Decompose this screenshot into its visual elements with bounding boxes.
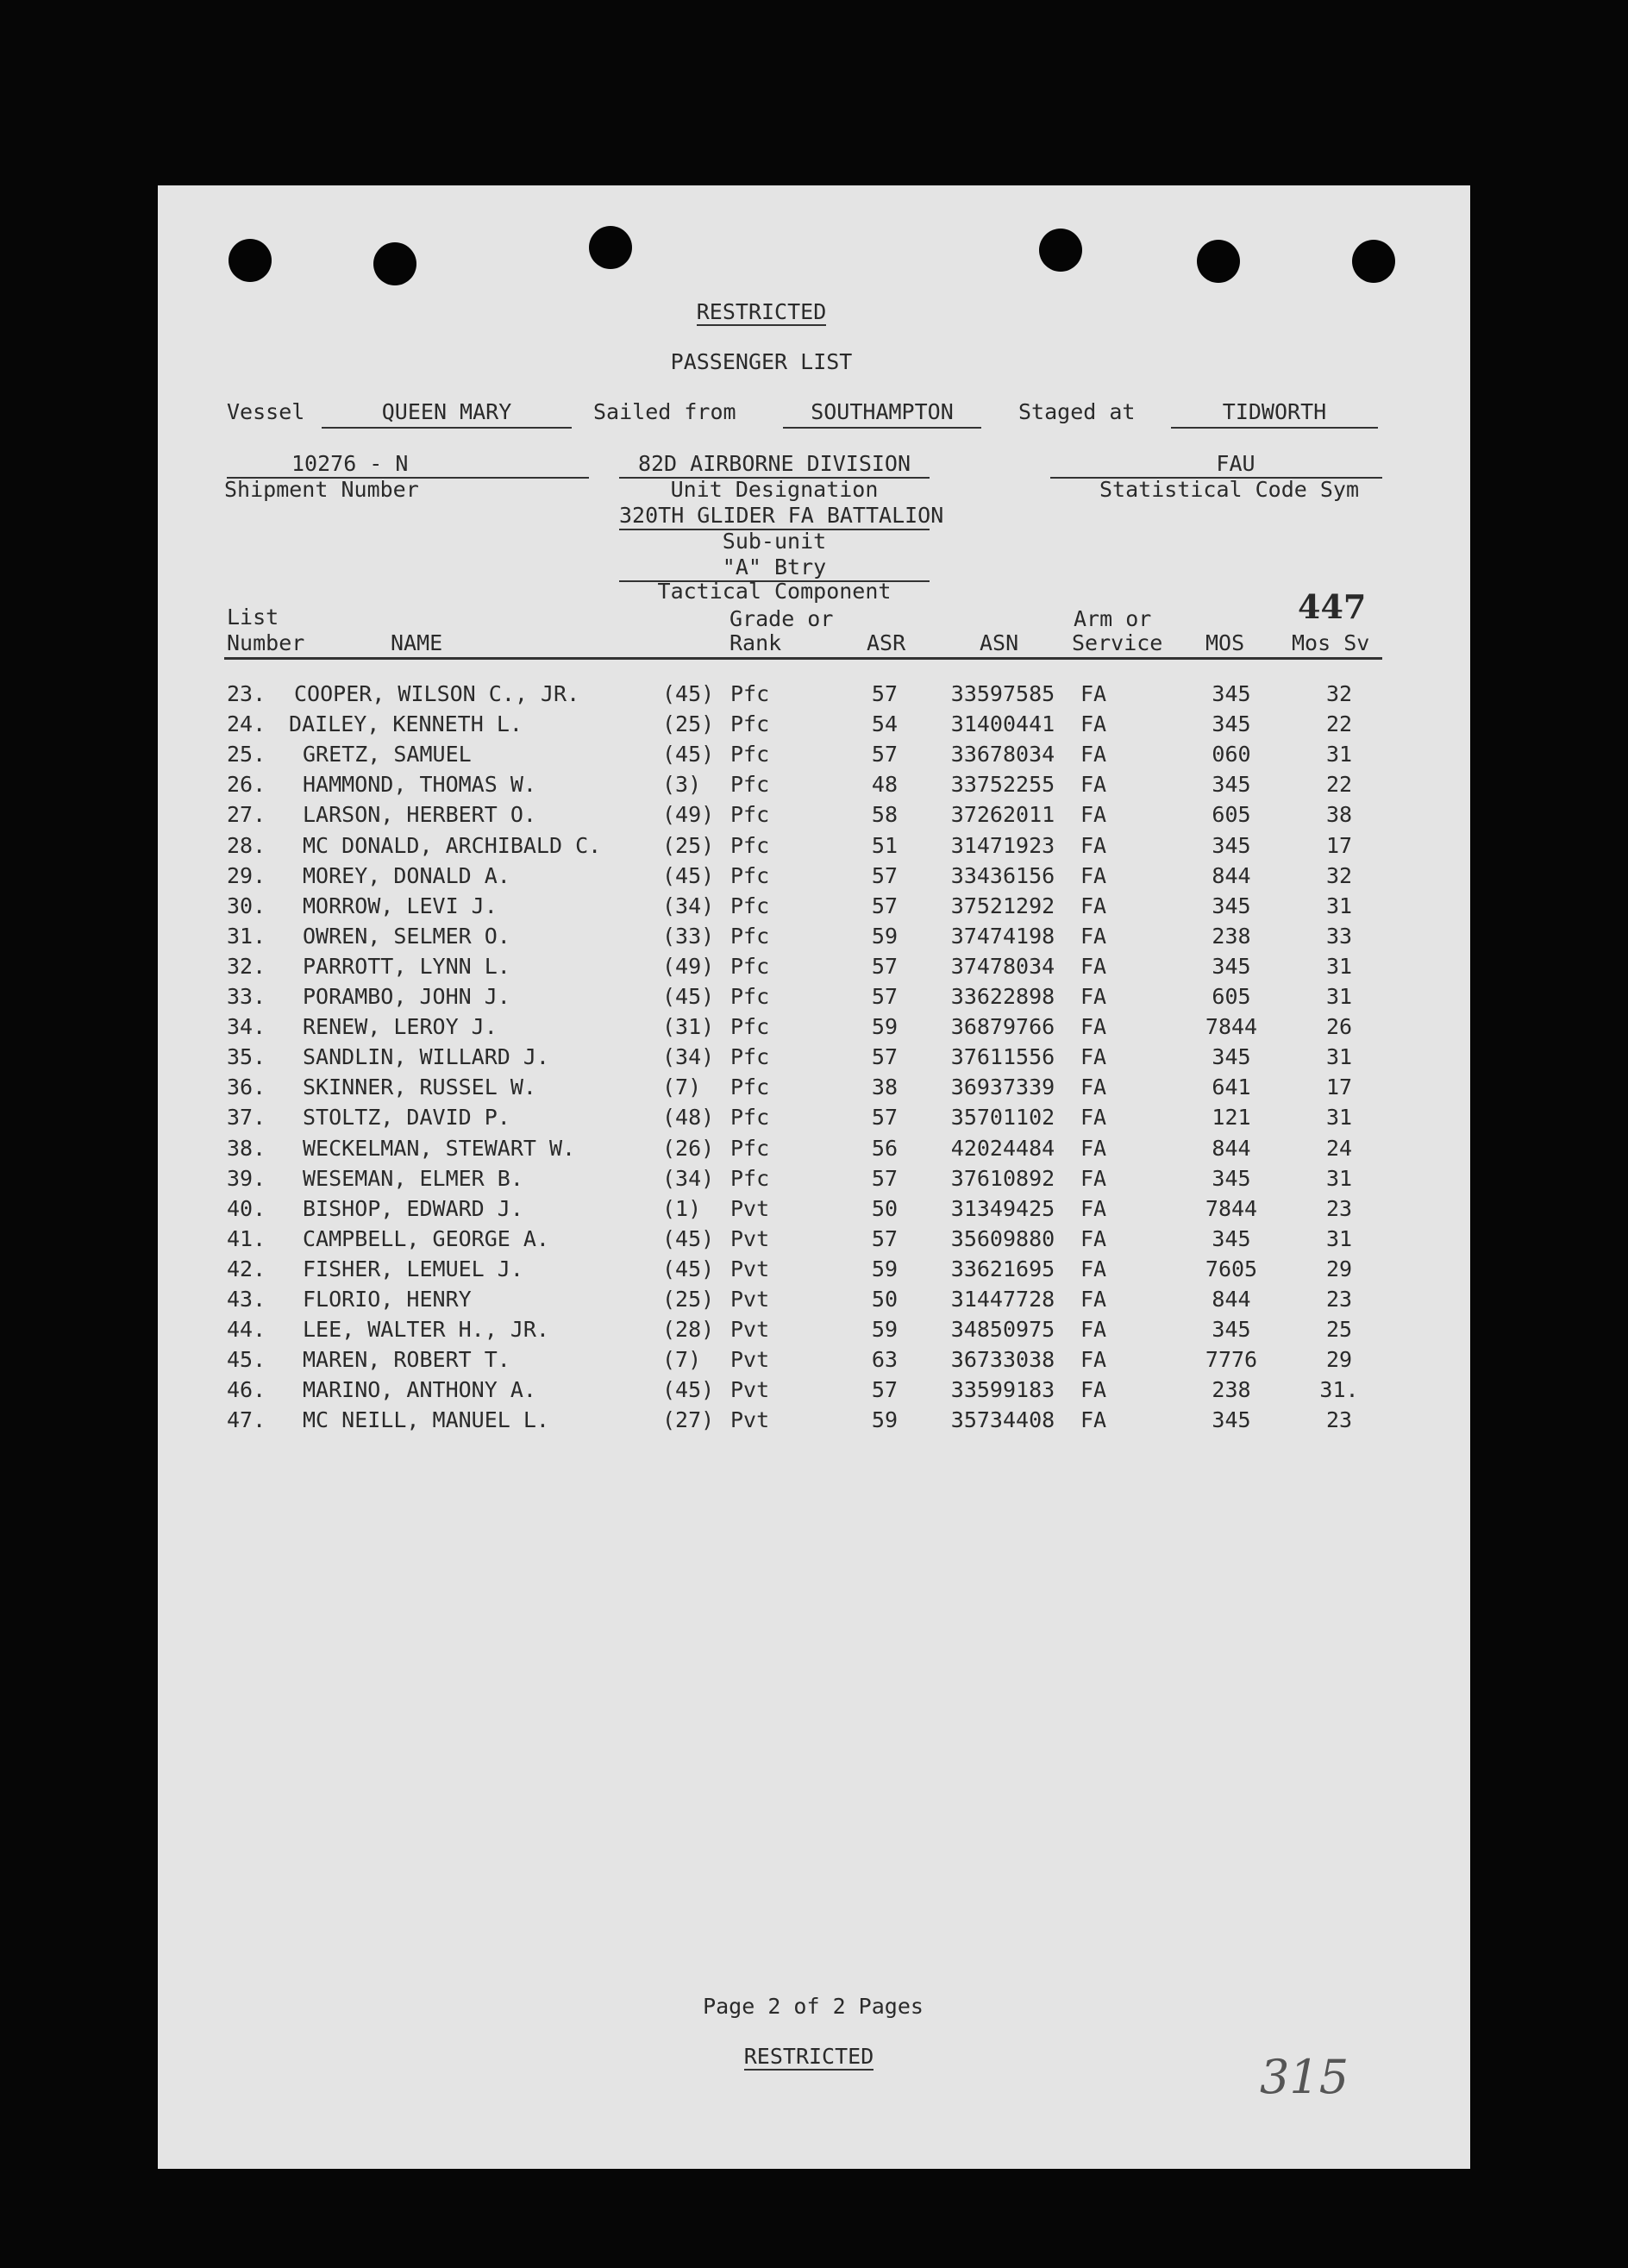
sailed-from-value: SOUTHAMPTON — [811, 399, 954, 424]
grade: Pfc — [730, 772, 770, 798]
punch-hole — [229, 239, 272, 282]
mos-sv: 32 — [1325, 862, 1353, 888]
asn: 36879766 — [950, 1014, 1055, 1040]
asr: 57 — [871, 862, 898, 888]
code: (49) — [662, 802, 715, 828]
arm-service: FA — [1080, 1165, 1107, 1191]
document-title: PASSENGER LIST — [670, 349, 853, 374]
code: (25) — [662, 1287, 715, 1312]
row-number: 29. — [227, 862, 266, 888]
grade: Pfc — [730, 1014, 770, 1040]
asn: 42024484 — [950, 1135, 1055, 1161]
asn: 36937339 — [950, 1074, 1055, 1100]
mos: 605 — [1212, 984, 1251, 1009]
row-number: 25. — [227, 742, 266, 767]
passenger-name: BISHOP, EDWARD J. — [303, 1195, 523, 1221]
passenger-name: STOLTZ, DAVID P. — [303, 1105, 510, 1131]
vessel-label: Vessel — [227, 399, 305, 424]
asr: 50 — [871, 1195, 898, 1221]
asn: 34850975 — [950, 1317, 1055, 1343]
passenger-name: LEE, WALTER H., JR. — [303, 1317, 549, 1343]
asr: 57 — [871, 742, 898, 767]
passenger-name: PARROTT, LYNN L. — [303, 953, 510, 979]
mos: 641 — [1212, 1074, 1251, 1100]
mos: 238 — [1212, 923, 1251, 949]
col-asr: ASR — [867, 630, 906, 655]
grade: Pfc — [730, 1044, 770, 1070]
col-list: List — [227, 605, 279, 630]
arm-service: FA — [1080, 681, 1107, 706]
handwritten-total: 447 — [1298, 587, 1367, 626]
mos: 7844 — [1205, 1014, 1258, 1040]
passenger-name: SKINNER, RUSSEL W. — [303, 1074, 536, 1100]
col-grade: Grade or — [729, 606, 834, 631]
grade: Pvt — [730, 1407, 770, 1433]
asr: 57 — [871, 1225, 898, 1251]
asr: 57 — [871, 1044, 898, 1070]
code: (45) — [662, 984, 715, 1009]
unit-designation: 82D AIRBORNE DIVISION — [637, 451, 911, 476]
code: (3) — [662, 772, 702, 798]
passenger-name: CAMPBELL, GEORGE A. — [303, 1225, 549, 1251]
row-number: 31. — [227, 923, 266, 949]
grade: Pfc — [730, 742, 770, 767]
asn: 33622898 — [950, 984, 1055, 1009]
code: (48) — [662, 1105, 715, 1131]
col-service: Service — [1072, 630, 1163, 655]
passenger-name: OWREN, SELMER O. — [303, 923, 510, 949]
asr: 54 — [871, 711, 898, 737]
passenger-name: FISHER, LEMUEL J. — [303, 1256, 523, 1281]
arm-service: FA — [1080, 923, 1107, 949]
mos: 345 — [1212, 1407, 1251, 1433]
code: (25) — [662, 711, 715, 737]
unit-designation-label: Unit Designation — [670, 477, 879, 502]
punch-hole — [1352, 240, 1395, 283]
classification-top: RESTRICTED — [696, 299, 827, 324]
mos-sv: 31 — [1325, 1105, 1353, 1131]
staged-at-label: Staged at — [1018, 399, 1136, 424]
arm-service: FA — [1080, 802, 1107, 828]
document-sheet — [158, 185, 1470, 2169]
asr: 63 — [871, 1347, 898, 1373]
mos-sv: 32 — [1325, 681, 1353, 706]
row-number: 32. — [227, 953, 266, 979]
table-row — [158, 949, 1470, 984]
asn: 35734408 — [950, 1407, 1055, 1433]
handwritten-page-number: 315 — [1260, 2050, 1349, 2104]
table-row — [158, 1222, 1470, 1256]
mos: 060 — [1212, 742, 1251, 767]
asn: 31471923 — [950, 832, 1055, 858]
grade: Pfc — [730, 862, 770, 888]
statistical-code-label: Statistical Code Sym — [1099, 477, 1360, 502]
table-row — [158, 1040, 1470, 1074]
row-number: 45. — [227, 1347, 266, 1373]
arm-service: FA — [1080, 711, 1107, 737]
mos-sv: 31 — [1325, 1165, 1353, 1191]
row-number: 39. — [227, 1165, 266, 1191]
asr: 57 — [871, 681, 898, 706]
asn: 33599183 — [950, 1377, 1055, 1403]
grade: Pfc — [730, 802, 770, 828]
grade: Pvt — [730, 1287, 770, 1312]
mos-sv: 22 — [1325, 711, 1353, 737]
asr: 59 — [871, 1256, 898, 1281]
mos-sv: 17 — [1325, 1074, 1353, 1100]
passenger-name: WESEMAN, ELMER B. — [303, 1165, 523, 1191]
mos: 844 — [1212, 1287, 1251, 1312]
classification-bottom: RESTRICTED — [743, 2044, 874, 2069]
col-mos-sv: Mos Sv — [1292, 630, 1370, 655]
grade: Pvt — [730, 1377, 770, 1403]
table-row — [158, 1252, 1470, 1287]
table-row — [158, 1070, 1470, 1105]
passenger-name: FLORIO, HENRY — [303, 1287, 472, 1312]
row-number: 40. — [227, 1195, 266, 1221]
arm-service: FA — [1080, 893, 1107, 918]
table-row — [158, 707, 1470, 742]
mos: 345 — [1212, 772, 1251, 798]
mos-sv: 25 — [1325, 1317, 1353, 1343]
passenger-name: PORAMBO, JOHN J. — [303, 984, 510, 1009]
asr: 48 — [871, 772, 898, 798]
mos: 345 — [1212, 711, 1251, 737]
passenger-name: DAILEY, KENNETH L. — [289, 711, 523, 737]
mos-sv: 33 — [1325, 923, 1353, 949]
grade: Pvt — [730, 1256, 770, 1281]
table-row — [158, 1403, 1470, 1438]
asn: 35701102 — [950, 1105, 1055, 1131]
arm-service: FA — [1080, 1195, 1107, 1221]
grade: Pfc — [730, 1105, 770, 1131]
code: (45) — [662, 742, 715, 767]
mos: 345 — [1212, 1044, 1251, 1070]
mos-sv: 23 — [1325, 1407, 1353, 1433]
asr: 57 — [871, 953, 898, 979]
table-row — [158, 1100, 1470, 1135]
asn: 35609880 — [950, 1225, 1055, 1251]
row-number: 47. — [227, 1407, 266, 1433]
arm-service: FA — [1080, 1317, 1107, 1343]
col-asn: ASN — [980, 630, 1019, 655]
asn: 37610892 — [950, 1165, 1055, 1191]
mos-sv: 29 — [1325, 1347, 1353, 1373]
sub-unit: 320TH GLIDER FA BATTALION — [619, 503, 944, 528]
asn: 31349425 — [950, 1195, 1055, 1221]
mos-sv: 31 — [1325, 984, 1353, 1009]
grade: Pvt — [730, 1225, 770, 1251]
row-number: 30. — [227, 893, 266, 918]
shipment-number-label: Shipment Number — [224, 477, 419, 502]
mos: 7776 — [1205, 1347, 1258, 1373]
table-row — [158, 1131, 1470, 1166]
arm-service: FA — [1080, 1347, 1107, 1373]
passenger-name: HAMMOND, THOMAS W. — [303, 772, 536, 798]
grade: Pfc — [730, 923, 770, 949]
mos-sv: 23 — [1325, 1195, 1353, 1221]
mos: 121 — [1212, 1105, 1251, 1131]
row-number: 35. — [227, 1044, 266, 1070]
table-row — [158, 889, 1470, 924]
asn: 31400441 — [950, 711, 1055, 737]
asn: 33436156 — [950, 862, 1055, 888]
page-number: Page 2 of 2 Pages — [703, 1994, 924, 2019]
grade: Pvt — [730, 1195, 770, 1221]
code: (33) — [662, 923, 715, 949]
grade: Pfc — [730, 1165, 770, 1191]
col-rank: Rank — [729, 630, 782, 655]
grade: Pfc — [730, 681, 770, 706]
arm-service: FA — [1080, 1287, 1107, 1312]
asr: 57 — [871, 1377, 898, 1403]
mos: 605 — [1212, 802, 1251, 828]
table-row — [158, 677, 1470, 711]
mos: 345 — [1212, 681, 1251, 706]
staged-at-value: TIDWORTH — [1222, 399, 1327, 424]
mos: 345 — [1212, 1225, 1251, 1251]
code: (45) — [662, 1256, 715, 1281]
arm-service: FA — [1080, 772, 1107, 798]
arm-service: FA — [1080, 1256, 1107, 1281]
row-number: 46. — [227, 1377, 266, 1403]
arm-service: FA — [1080, 832, 1107, 858]
row-number: 44. — [227, 1317, 266, 1343]
grade: Pfc — [730, 893, 770, 918]
mos-sv: 24 — [1325, 1135, 1353, 1161]
mos: 7844 — [1205, 1195, 1258, 1221]
passenger-name: MC DONALD, ARCHIBALD C. — [303, 832, 602, 858]
asr: 59 — [871, 1407, 898, 1433]
col-mos: MOS — [1205, 630, 1245, 655]
row-number: 42. — [227, 1256, 266, 1281]
statistical-code: FAU — [1216, 451, 1255, 476]
arm-service: FA — [1080, 1225, 1107, 1251]
sailed-from-label: Sailed from — [593, 399, 736, 424]
code: (34) — [662, 1165, 715, 1191]
passenger-name: MORROW, LEVI J. — [303, 893, 498, 918]
passenger-name: MARINO, ANTHONY A. — [303, 1377, 536, 1403]
asn: 37478034 — [950, 953, 1055, 979]
row-number: 24. — [227, 711, 266, 737]
passenger-name: MOREY, DONALD A. — [303, 862, 510, 888]
code: (28) — [662, 1317, 715, 1343]
mos-sv: 17 — [1325, 832, 1353, 858]
table-row — [158, 1282, 1470, 1317]
mos-sv: 31 — [1325, 742, 1353, 767]
code: (49) — [662, 953, 715, 979]
grade: Pvt — [730, 1347, 770, 1373]
mos-sv: 23 — [1325, 1287, 1353, 1312]
asr: 56 — [871, 1135, 898, 1161]
code: (27) — [662, 1407, 715, 1433]
mos-sv: 22 — [1325, 772, 1353, 798]
passenger-name: MAREN, ROBERT T. — [303, 1347, 510, 1373]
table-row — [158, 1010, 1470, 1044]
asn: 37521292 — [950, 893, 1055, 918]
arm-service: FA — [1080, 1044, 1107, 1070]
row-number: 34. — [227, 1014, 266, 1040]
asr: 57 — [871, 893, 898, 918]
passenger-name: WECKELMAN, STEWART W. — [303, 1135, 576, 1161]
mos: 844 — [1212, 862, 1251, 888]
table-row — [158, 767, 1470, 802]
passenger-name: MC NEILL, MANUEL L. — [303, 1407, 549, 1433]
mos: 345 — [1212, 1317, 1251, 1343]
code: (45) — [662, 1377, 715, 1403]
table-row — [158, 1373, 1470, 1407]
asn: 37611556 — [950, 1044, 1055, 1070]
row-number: 23. — [227, 681, 266, 706]
arm-service: FA — [1080, 1014, 1107, 1040]
asr: 59 — [871, 1014, 898, 1040]
arm-service: FA — [1080, 1074, 1107, 1100]
grade: Pfc — [730, 832, 770, 858]
tactical-component: "A" Btry — [722, 554, 827, 580]
code: (31) — [662, 1014, 715, 1040]
col-number: Number — [227, 630, 305, 655]
row-number: 33. — [227, 984, 266, 1009]
col-name: NAME — [391, 630, 443, 655]
passenger-name: COOPER, WILSON C., JR. — [294, 681, 580, 706]
arm-service: FA — [1080, 953, 1107, 979]
table-row — [158, 737, 1470, 772]
table-row — [158, 859, 1470, 893]
mos-sv: 38 — [1325, 802, 1353, 828]
tactical-component-label: Tactical Component — [657, 579, 892, 604]
shipment-number: 10276 - N — [291, 451, 409, 476]
punch-hole — [1039, 229, 1082, 272]
col-arm: Arm or — [1074, 606, 1152, 631]
passenger-name: LARSON, HERBERT O. — [303, 802, 536, 828]
code: (45) — [662, 681, 715, 706]
table-row — [158, 1343, 1470, 1377]
mos-sv: 29 — [1325, 1256, 1353, 1281]
table-row — [158, 980, 1470, 1014]
table-row — [158, 1313, 1470, 1347]
mos: 345 — [1212, 1165, 1251, 1191]
mos: 7605 — [1205, 1256, 1258, 1281]
punch-hole — [1197, 240, 1240, 283]
mos-sv: 31. — [1319, 1377, 1359, 1403]
row-number: 41. — [227, 1225, 266, 1251]
code: (45) — [662, 862, 715, 888]
code: (34) — [662, 893, 715, 918]
asn: 33621695 — [950, 1256, 1055, 1281]
table-row — [158, 1192, 1470, 1226]
mos-sv: 31 — [1325, 1044, 1353, 1070]
sub-unit-label: Sub-unit — [722, 529, 827, 554]
asn: 37474198 — [950, 923, 1055, 949]
arm-service: FA — [1080, 1407, 1107, 1433]
code: (7) — [662, 1347, 702, 1373]
mos: 844 — [1212, 1135, 1251, 1161]
asr: 51 — [871, 832, 898, 858]
table-row — [158, 1162, 1470, 1196]
arm-service: FA — [1080, 1135, 1107, 1161]
asr: 38 — [871, 1074, 898, 1100]
passenger-name: RENEW, LEROY J. — [303, 1014, 498, 1040]
mos-sv: 26 — [1325, 1014, 1353, 1040]
code: (1) — [662, 1195, 702, 1221]
code: (7) — [662, 1074, 702, 1100]
asn: 33752255 — [950, 772, 1055, 798]
asr: 57 — [871, 1105, 898, 1131]
asr: 57 — [871, 1165, 898, 1191]
mos: 345 — [1212, 832, 1251, 858]
code: (25) — [662, 832, 715, 858]
grade: Pfc — [730, 1135, 770, 1161]
mos: 238 — [1212, 1377, 1251, 1403]
row-number: 37. — [227, 1105, 266, 1131]
code: (45) — [662, 1225, 715, 1251]
arm-service: FA — [1080, 862, 1107, 888]
asr: 58 — [871, 802, 898, 828]
arm-service: FA — [1080, 1105, 1107, 1131]
asr: 50 — [871, 1287, 898, 1312]
code: (26) — [662, 1135, 715, 1161]
asn: 37262011 — [950, 802, 1055, 828]
grade: Pfc — [730, 984, 770, 1009]
asr: 57 — [871, 984, 898, 1009]
vessel-name: QUEEN MARY — [381, 399, 512, 424]
arm-service: FA — [1080, 742, 1107, 767]
mos-sv: 31 — [1325, 893, 1353, 918]
asn: 33678034 — [950, 742, 1055, 767]
asr: 59 — [871, 923, 898, 949]
grade: Pfc — [730, 1074, 770, 1100]
row-number: 36. — [227, 1074, 266, 1100]
code: (34) — [662, 1044, 715, 1070]
asn: 31447728 — [950, 1287, 1055, 1312]
punch-hole — [373, 242, 416, 285]
asr: 59 — [871, 1317, 898, 1343]
row-number: 26. — [227, 772, 266, 798]
mos-sv: 31 — [1325, 953, 1353, 979]
passenger-name: SANDLIN, WILLARD J. — [303, 1044, 549, 1070]
arm-service: FA — [1080, 1377, 1107, 1403]
punch-hole — [589, 226, 632, 269]
grade: Pvt — [730, 1317, 770, 1343]
passenger-name: GRETZ, SAMUEL — [303, 742, 472, 767]
table-row — [158, 829, 1470, 863]
row-number: 38. — [227, 1135, 266, 1161]
table-row — [158, 798, 1470, 832]
asn: 33597585 — [950, 681, 1055, 706]
mos: 345 — [1212, 953, 1251, 979]
table-row — [158, 919, 1470, 954]
mos-sv: 31 — [1325, 1225, 1353, 1251]
row-number: 43. — [227, 1287, 266, 1312]
row-number: 27. — [227, 802, 266, 828]
asn: 36733038 — [950, 1347, 1055, 1373]
grade: Pfc — [730, 711, 770, 737]
mos: 345 — [1212, 893, 1251, 918]
grade: Pfc — [730, 953, 770, 979]
arm-service: FA — [1080, 984, 1107, 1009]
row-number: 28. — [227, 832, 266, 858]
